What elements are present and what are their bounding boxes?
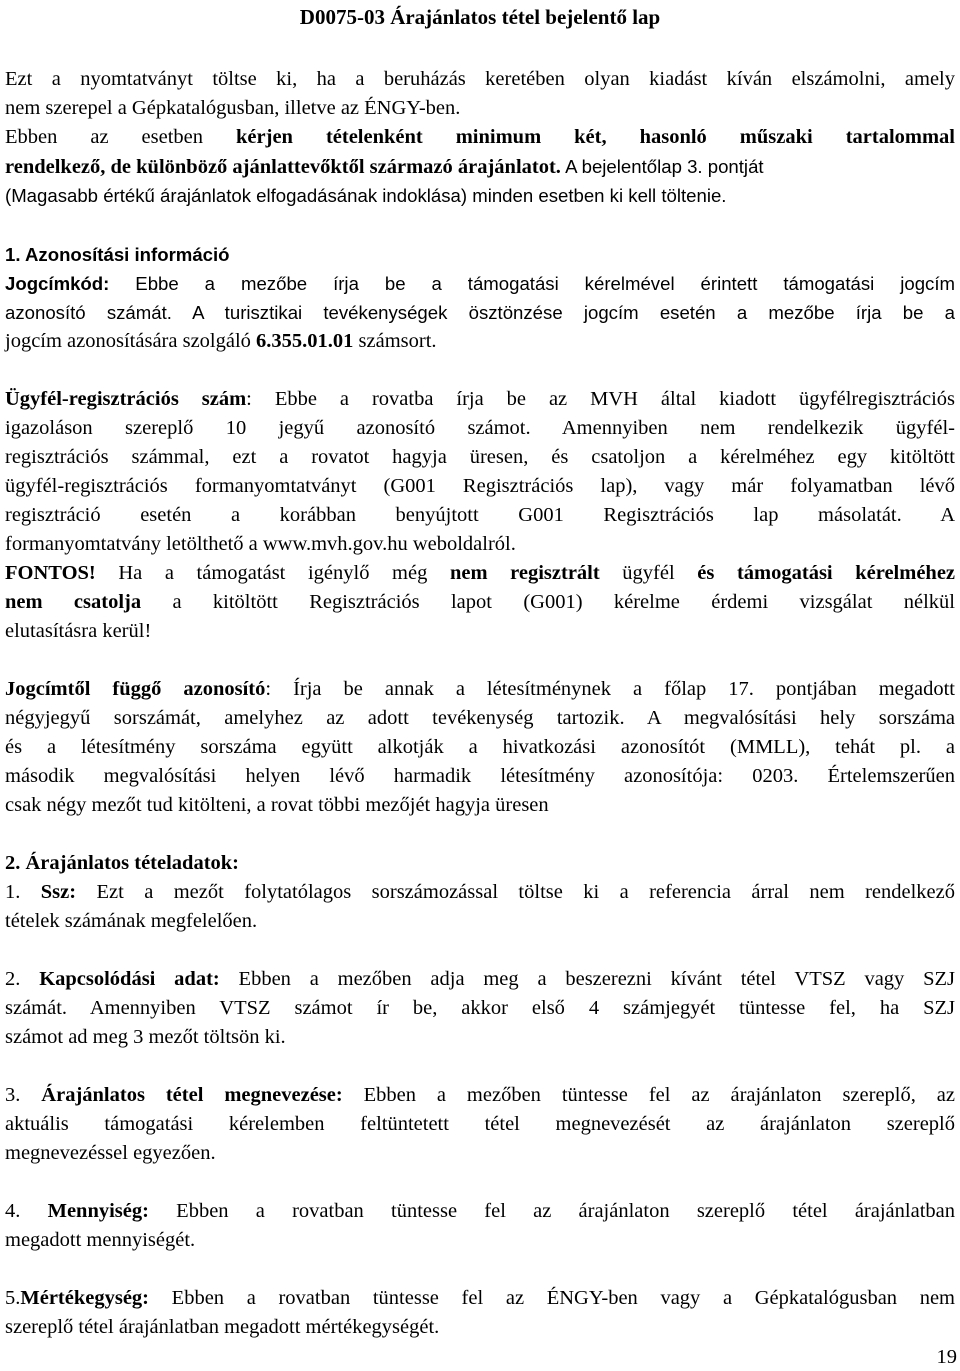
item-3-line-1: 3. Árajánlatos tétel megnevezése: Ebben a mezőben tüntesse fel az árajánlaton szereplő, az: [5, 1084, 955, 1106]
item-3-line-3: megnevezéssel egyezően.: [5, 1142, 216, 1164]
item-3-line-2: aktuális támogatási kérelemben feltüntetett tétel megnevezését az árajánlaton szereplő: [5, 1113, 955, 1135]
intro-line-1: Ezt a nyomtatványt töltse ki, ha a beruházás keretében olyan kiadást kíván elszámolni, amely: [5, 68, 955, 90]
item-1-line-1: 1. Ssz: Ezt a mezőt folytatólagos sorszámozással töltse ki a referencia árral nem rendelkező: [5, 881, 955, 903]
item-4-line-1: 4. Mennyiség: Ebben a rovatban tüntesse fel az árajánlaton szereplő tétel árajánlatban: [5, 1200, 955, 1222]
page-number: 19: [936, 1346, 957, 1368]
ugyfel-line-4: ügyfél-regisztrációs formanyomtatványt (G001 Regisztrációs lap), vagy már folyamatban lévő: [5, 475, 955, 497]
jogcimtol-line-4: második megvalósítási helyen lévő harmadik létesítmény azonosítója: 0203. Értelemszerűen: [5, 765, 955, 787]
ugyfel-line-6: formanyomtatvány letölthető a www.mvh.gov.hu weboldalról.: [5, 533, 516, 555]
fontos-line-3: elutasításra kerül!: [5, 620, 152, 642]
document-title: D0075-03 Árajánlatos tétel bejelentő lap: [299, 5, 661, 29]
item-2-line-1: 2. Kapcsolódási adat: Ebben a mezőben adja meg a beszerezni kívánt tétel VTSZ vagy SZJ: [5, 968, 956, 990]
section-2-heading: 2. Árajánlatos tételadatok:: [5, 852, 240, 874]
intro-line-2: nem szerepel a Gépkatalógusban, illetve az ÉNGY-ben.: [5, 97, 461, 119]
ugyfel-line-1: Ügyfél-regisztrációs szám: Ebbe a rovatba írja be az MVH által kiadott ügyfélregisztrációs: [5, 388, 955, 410]
item-2-line-2: számát. Amennyiben VTSZ számot ír be, akkor első 4 számjegyét tüntesse fel, ha SZJ: [5, 997, 955, 1019]
item-5-line-1: 5.Mértékegység: Ebben a rovatban tüntesse fel az ÉNGY-ben vagy a Gépkatalógusban nem: [5, 1287, 955, 1309]
item-4-line-2: megadott mennyiségét.: [5, 1229, 196, 1251]
ugyfel-line-5: regisztráció esetén a korábban benyújtott G001 Regisztrációs lap másolatát. A: [5, 504, 955, 526]
fontos-line-2: nem csatolja a kitöltött Regisztrációs lapot (G001) kérelme érdemi vizsgálat nélkül: [5, 591, 955, 613]
intro-line-5: (Magasabb értékű árajánlatok elfogadásának indoklása) minden esetben ki kell töltenie.: [5, 185, 727, 206]
item-2-line-3: számot ad meg 3 mezőt töltsön ki.: [5, 1026, 286, 1048]
ugyfel-line-3: regisztrációs számmal, ezt a rovatot hagyja üresen, és csatoljon a kérelméhez egy kitöltött: [5, 446, 955, 468]
intro-line-3: Ebben az esetben kérjen tételenként minimum két, hasonló műszaki tartalommal: [5, 126, 955, 148]
intro-line-4: rendelkező, de különböző ajánlattevőktől származó árajánlatot. A bejelentőlap 3. pontját: [5, 156, 764, 178]
section-1-heading: 1. Azonosítási információ: [5, 244, 230, 265]
jogcimtol-line-5: csak négy mezőt tud kitölteni, a rovat többi mezőjét hagyja üresen: [5, 794, 549, 816]
ugyfel-line-2: igazoláson szereplő 10 jegyű azonosító számot. Amennyiben nem rendelkezik ügyfél-: [5, 417, 955, 439]
jogcimkod-line-1: Jogcímkód: Ebbe a mezőbe írja be a támogatási kérelmével érintett támogatási jogcím: [5, 273, 955, 294]
jogcimtol-line-1: Jogcímtől függő azonosító: Írja be annak a létesítménynek a főlap 17. pontjában megadott: [5, 678, 955, 700]
jogcimtol-line-3: és a létesítmény sorszáma együtt alkotják a hivatkozási azonosítót (MMLL), tehát pl. a: [5, 736, 955, 758]
item-1-line-2: tételek számának megfelelően.: [5, 910, 258, 932]
fontos-line-1: FONTOS! Ha a támogatást igénylő még nem regisztrált ügyfél és támogatási kérelméhez: [5, 562, 956, 584]
jogcimtol-line-2: négyjegyű sorszámát, amelyhez az adott tevékenység tartozik. A megvalósítási hely sorszáma: [5, 707, 955, 729]
item-5-line-2: szereplő tétel árajánlatban megadott mértékegységét.: [5, 1316, 440, 1338]
jogcimkod-line-3: jogcím azonosítására szolgáló 6.355.01.01 számsort.: [5, 330, 437, 352]
jogcimkod-line-2: azonosító számát. A turisztikai tevékenységek ösztönzése jogcím esetén a mezőbe írja be a: [5, 302, 955, 323]
